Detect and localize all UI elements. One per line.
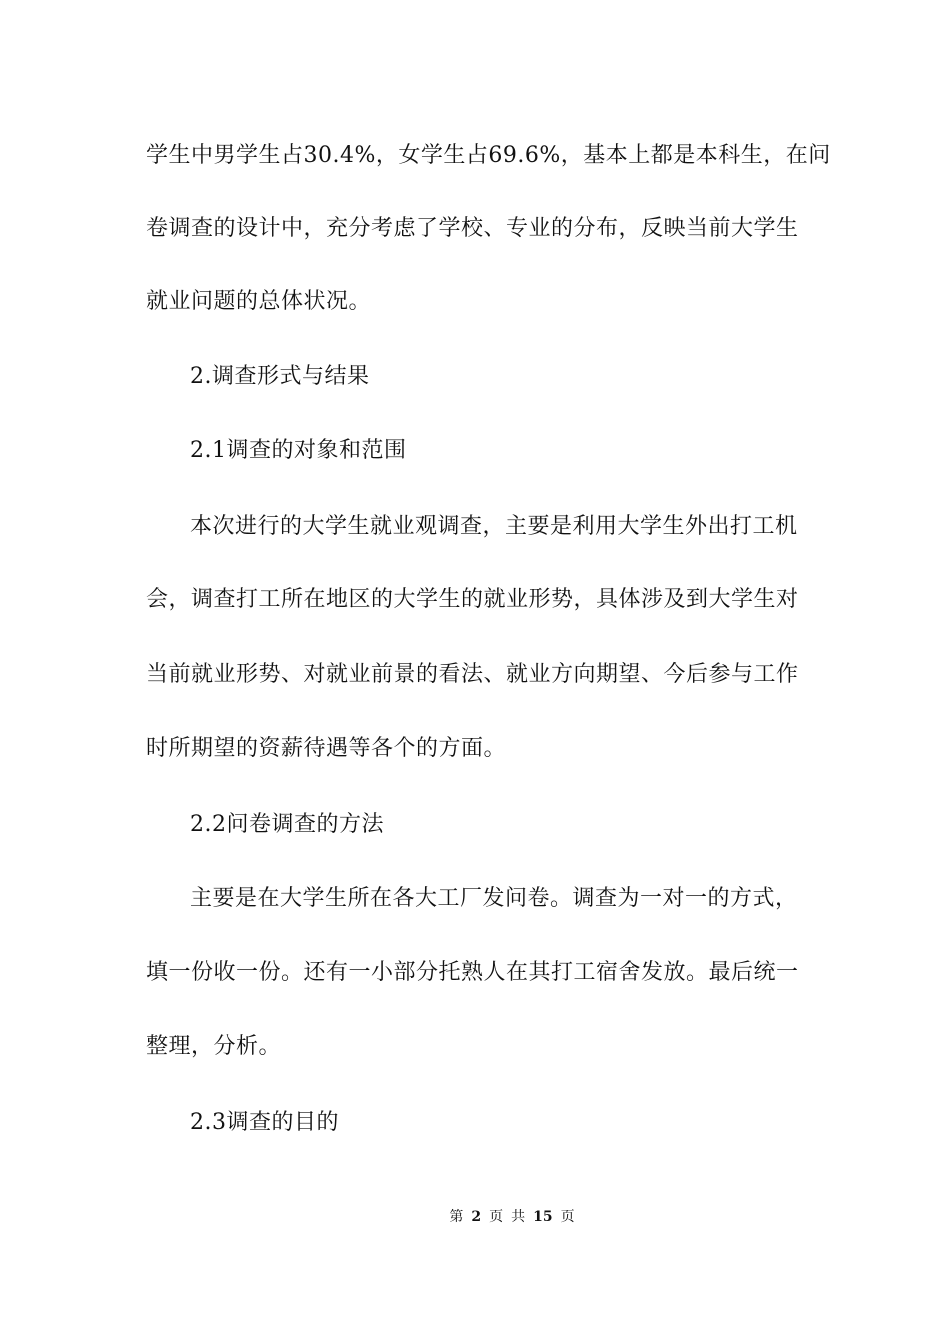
body-text-line: 填一份收一份。还有一小部分托熟人在其打工宿舍发放。最后统一	[146, 960, 799, 985]
body-text-line: 会，调查打工所在地区的大学生的就业形势，具体涉及到大学生对	[146, 587, 799, 612]
body-text-line: 主要是在大学生所在各大工厂发问卷。调查为一对一的方式，	[190, 886, 798, 911]
page-footer	[0, 1208, 950, 1226]
body-text-line: 本次进行的大学生就业观调查，主要是利用大学生外出打工机	[190, 514, 798, 539]
footer-total-pages: 15	[533, 1209, 553, 1225]
body-text-line: 当前就业形势、对就业前景的看法、就业方向期望、今后参与工作	[146, 662, 799, 687]
subsection-heading: 2.2问卷调查的方法	[190, 812, 384, 837]
footer-prefix: 第	[449, 1209, 464, 1225]
body-text-line: 整理，分析。	[146, 1034, 282, 1059]
body-text-line: 就业问题的总体状况。	[146, 289, 372, 314]
subsection-heading: 2.3调查的目的	[190, 1110, 339, 1135]
footer-total-word: 共	[511, 1209, 526, 1225]
section-heading: 2.调查形式与结果	[190, 364, 370, 389]
body-text-line: 卷调查的设计中，充分考虑了学校、专业的分布，反映当前大学生	[146, 216, 799, 241]
footer-page-word: 页	[489, 1209, 504, 1225]
subsection-heading: 2.1调查的对象和范围	[190, 438, 407, 463]
footer-suffix: 页	[560, 1209, 575, 1225]
body-text-line: 学生中男学生占30.4%，女学生占69.6%，基本上都是本科生，在问	[146, 143, 831, 168]
body-text-line: 时所期望的资薪待遇等各个的方面。	[146, 736, 507, 761]
footer-page-number: 2	[471, 1209, 482, 1225]
